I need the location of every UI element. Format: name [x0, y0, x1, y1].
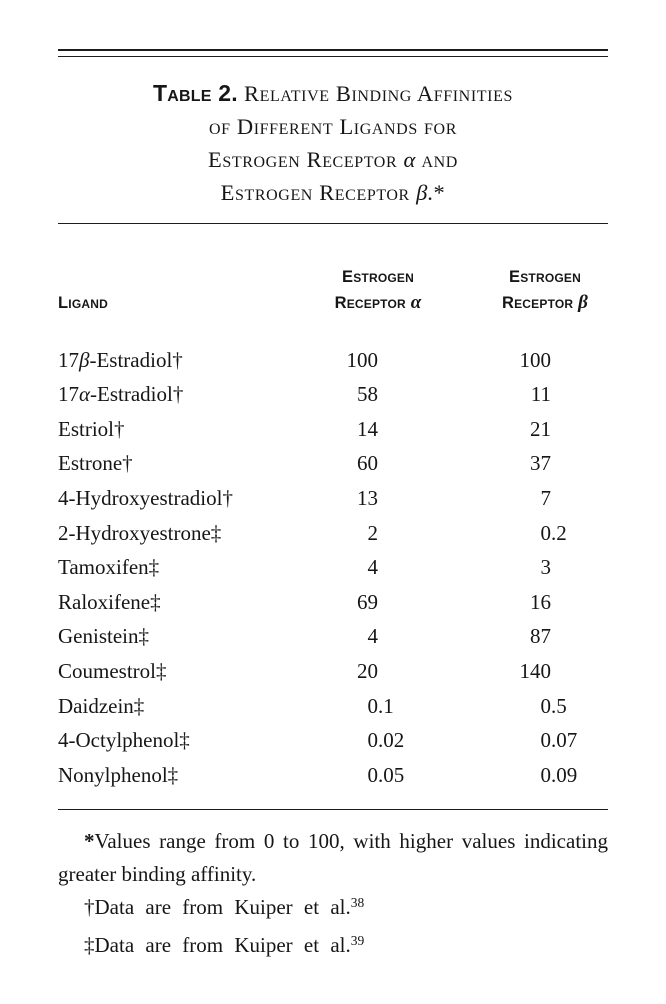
text-segment: Values range from 0 to 100, with higher values indicating greater binding affinity.: [58, 829, 608, 887]
beta-value-int: 3: [540, 555, 551, 580]
text-segment: *: [84, 829, 95, 854]
greek-letter: α: [79, 382, 91, 407]
table-row: [58, 585, 608, 620]
table-title-line: [58, 143, 608, 176]
greek-letter: β: [79, 347, 90, 372]
alpha-value-cell: 0.02: [288, 723, 468, 758]
text-segment: Receptor: [334, 293, 411, 312]
beta-value-int: 100: [519, 347, 551, 372]
ligand-cell: 17β-Estradiol†: [58, 347, 183, 372]
text-segment: and: [415, 146, 458, 172]
table-row: [58, 377, 608, 412]
ligand-cell: Genistein‡: [58, 624, 149, 649]
footnote-values-range: [58, 825, 608, 891]
column-header-label: Ligand: [58, 293, 108, 312]
beta-value-int: 7: [540, 485, 551, 510]
table-row: [58, 550, 608, 585]
alpha-value-int: 13: [357, 485, 378, 510]
beta-value-cell: 0.2: [468, 516, 608, 551]
table-title: [58, 77, 608, 209]
table-row: [58, 758, 608, 793]
beta-value-cell: [468, 654, 608, 689]
table-row: [58, 446, 608, 481]
column-header-ligand: [58, 290, 288, 316]
alpha-value-int: 58: [357, 382, 378, 407]
beta-value-cell: [468, 481, 608, 516]
alpha-value-cell: 0.05: [288, 758, 468, 793]
alpha-value-int: 69: [357, 589, 378, 614]
alpha-value-int: 0: [367, 762, 378, 787]
alpha-value-int: 20: [357, 658, 378, 683]
table-row: [58, 723, 608, 758]
alpha-value-int: 4: [367, 555, 378, 580]
beta-value-int: 11: [530, 382, 551, 407]
ligand-cell: 4-Octylphenol‡: [58, 728, 190, 753]
table-title-line: [58, 176, 608, 209]
table-title-line: [58, 110, 608, 143]
text-segment: Estrogen Receptor: [208, 146, 404, 172]
beta-value-cell: 0.09: [468, 758, 608, 793]
footnote-double-dagger: [58, 929, 608, 964]
top-double-rule: [58, 49, 608, 57]
table-title-line: [58, 77, 608, 110]
alpha-value-cell: [288, 377, 468, 412]
beta-value-int: 140: [519, 658, 551, 683]
alpha-value-cell: [288, 481, 468, 516]
ligand-cell: Nonylphenol‡: [58, 762, 179, 787]
alpha-value-int: 4: [367, 624, 378, 649]
ligand-cell: Estrone†: [58, 451, 133, 476]
column-header-er-alpha: [288, 264, 468, 316]
alpha-value-cell: [288, 516, 468, 551]
bottom-rule: [58, 809, 608, 810]
beta-value-cell: [468, 550, 608, 585]
alpha-value-cell: [288, 446, 468, 481]
alpha-value-int: 0: [367, 693, 378, 718]
beta-value-int: 0: [540, 728, 551, 753]
text-segment: †Data are from Kuiper et al.: [84, 895, 351, 920]
ligand-cell: Daidzein‡: [58, 693, 145, 718]
beta-value-int: 0: [540, 693, 551, 718]
alpha-value-cell: [288, 654, 468, 689]
beta-value-cell: 0.07: [468, 723, 608, 758]
table-row: [58, 343, 608, 378]
alpha-value-cell: [288, 550, 468, 585]
ligand-cell: Estriol†: [58, 416, 125, 441]
beta-value-int: 0: [540, 520, 551, 545]
column-header-label: [288, 290, 468, 316]
beta-value-int: 87: [530, 624, 551, 649]
table-row: [58, 689, 608, 724]
table-row: [58, 412, 608, 447]
text-segment: .*: [427, 179, 446, 205]
table-row: [58, 619, 608, 654]
text-segment: ‡Data are from Kuiper et al.: [84, 933, 351, 958]
ligand-cell: Raloxifene‡: [58, 589, 161, 614]
alpha-value-cell: [288, 343, 468, 378]
alpha-value-cell: [288, 585, 468, 620]
ligand-cell: Tamoxifen‡: [58, 555, 160, 580]
text-segment: α: [410, 291, 422, 313]
alpha-value-int: 2: [367, 520, 378, 545]
beta-value-int: 16: [530, 589, 551, 614]
column-header-er-beta: [468, 264, 608, 316]
alpha-value-cell: [288, 412, 468, 447]
column-header-inner: [475, 264, 615, 316]
table-block: [58, 49, 608, 964]
beta-value-cell: [468, 619, 608, 654]
column-header-label: Estrogen: [342, 267, 414, 286]
table-header-row: [58, 264, 608, 316]
alpha-value-cell: [288, 619, 468, 654]
ligand-cell: 4-Hydroxyestradiol†: [58, 485, 233, 510]
beta-value-cell: [468, 446, 608, 481]
alpha-value-int: 60: [357, 451, 378, 476]
beta-value-cell: [468, 343, 608, 378]
beta-value-cell: [468, 585, 608, 620]
alpha-value-int: 100: [346, 347, 378, 372]
table-row: [58, 654, 608, 689]
text-segment: α: [403, 146, 416, 172]
text-segment: Table 2.: [153, 79, 238, 106]
beta-value-int: 37: [530, 451, 551, 476]
alpha-value-cell: 0.1: [288, 689, 468, 724]
ligand-cell: 2-Hydroxyestrone‡: [58, 520, 222, 545]
text-segment: β: [578, 291, 589, 313]
text-segment: Relative Binding Affinities: [237, 80, 513, 106]
table-row: [58, 481, 608, 516]
column-header-label: Estrogen: [509, 267, 581, 286]
text-segment: β: [416, 179, 428, 205]
text-segment: 39: [350, 932, 365, 948]
title-separator-rule: [58, 223, 608, 224]
beta-value-int: 21: [530, 416, 551, 441]
beta-value-cell: [468, 412, 608, 447]
beta-value-cell: 0.5: [468, 689, 608, 724]
table-body: [58, 343, 608, 793]
text-segment: Receptor: [501, 293, 579, 312]
beta-value-cell: [468, 377, 608, 412]
column-header-label: [475, 290, 615, 316]
text-segment: 38: [350, 894, 365, 910]
ligand-cell: Coumestrol‡: [58, 658, 167, 683]
text-segment: Estrogen Receptor: [220, 179, 417, 205]
text-segment: of Different Ligands for: [209, 113, 457, 139]
alpha-value-int: 0: [367, 728, 378, 753]
ligand-cell: 17α-Estradiol†: [58, 382, 184, 407]
beta-value-int: 0: [540, 762, 551, 787]
alpha-value-int: 14: [357, 416, 378, 441]
footnote-dagger: [58, 891, 608, 926]
table-row: [58, 516, 608, 551]
